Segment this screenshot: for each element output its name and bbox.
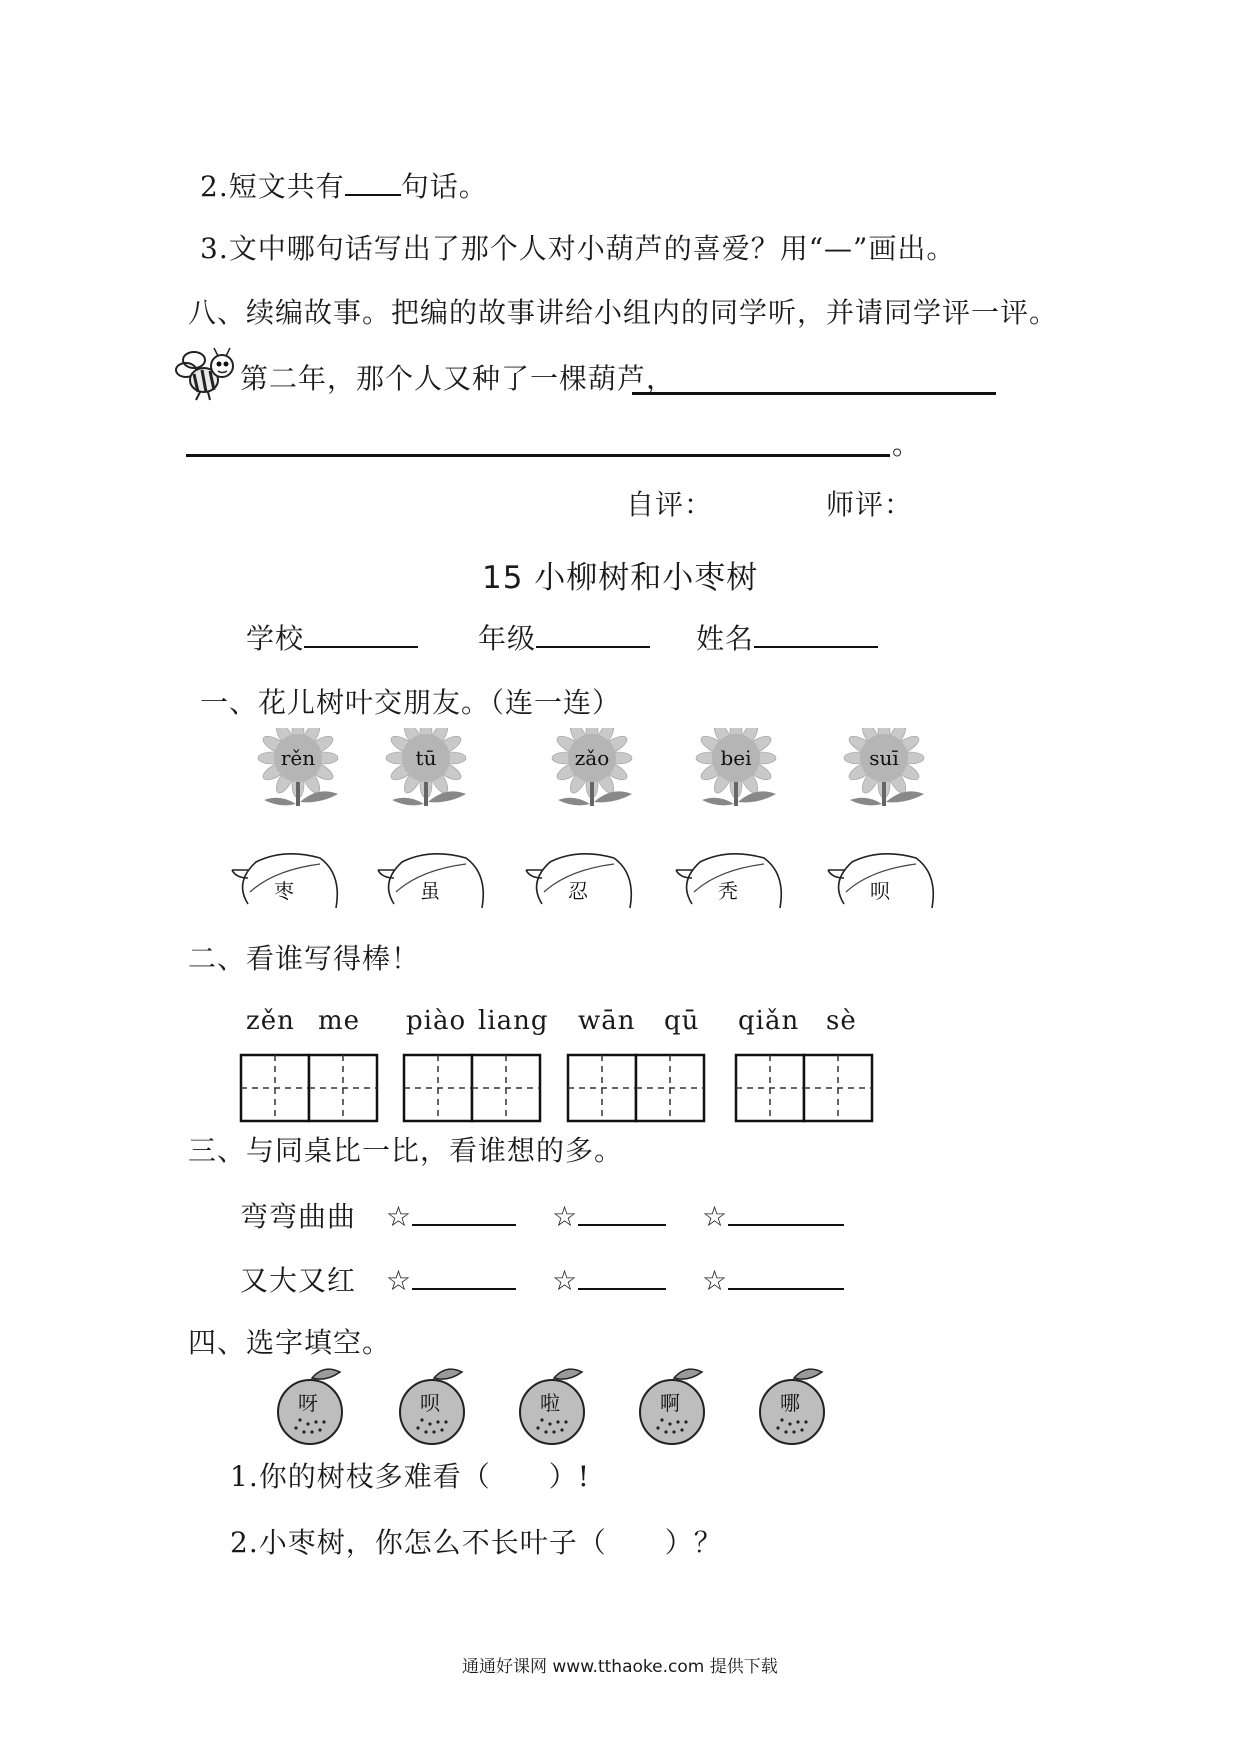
fill-question-1: 1.你的树枝多难看（ ）!: [230, 1460, 590, 1493]
section-8-heading: 八、续编故事。把编的故事讲给小组内的同学听，并请同学评一评。: [188, 296, 1059, 329]
star-icon: ☆: [551, 1264, 579, 1297]
lesson-title: 15 小柳树和小枣树: [482, 560, 759, 596]
pinyin-qu: qū: [664, 1006, 700, 1036]
teacher-eval-label: 师评：: [826, 488, 914, 521]
fruits-row: [0, 1362, 1240, 1450]
grid-piaoliang[interactable]: [404, 1055, 540, 1121]
pinyin-wan: wān: [578, 1006, 636, 1036]
leaf-label: 秃: [718, 879, 738, 903]
leaf-5[interactable]: [828, 854, 933, 908]
phrase-row-1: [240, 1198, 844, 1234]
story-end-mark: 。: [892, 428, 922, 461]
section-4-heading: 四、选字填空。: [188, 1326, 392, 1359]
leaf-3[interactable]: [526, 854, 631, 908]
fruit-4[interactable]: [640, 1369, 704, 1444]
leaf-label: 忍: [568, 879, 588, 903]
fruit-label: 啊: [660, 1391, 680, 1415]
pinyin-zen: zěn: [246, 1006, 295, 1036]
story-line-2[interactable]: [186, 454, 890, 457]
grade-blank[interactable]: [536, 620, 650, 648]
bee-icon: [174, 346, 240, 404]
section-3-heading: 三、与同桌比一比，看谁想的多。: [188, 1134, 624, 1167]
flower-5[interactable]: [840, 728, 928, 806]
writing-grids: [0, 1052, 1240, 1124]
fruit-label: 啦: [540, 1391, 560, 1415]
phrase-label: 弯弯曲曲: [240, 1200, 357, 1233]
phrase-blank[interactable]: [578, 1262, 666, 1290]
flower-label: suī: [869, 746, 899, 770]
grade-label: 年级: [478, 622, 537, 655]
flower-4[interactable]: [692, 728, 780, 806]
flowers-row: [0, 728, 1240, 806]
fruit-5[interactable]: [760, 1369, 824, 1444]
flower-label: zǎo: [574, 746, 610, 770]
leaves-row: [0, 848, 1240, 908]
flower-1[interactable]: [254, 728, 342, 806]
star-icon: ☆: [385, 1200, 413, 1233]
pinyin-piao: piào: [406, 1006, 467, 1036]
star-icon: ☆: [701, 1264, 729, 1297]
star-icon: ☆: [551, 1200, 579, 1233]
story-line-1[interactable]: [632, 392, 996, 395]
pinyin-me: me: [318, 1006, 361, 1036]
fruit-label: 哪: [780, 1391, 800, 1415]
section-2-heading: 二、看谁写得棒！: [188, 942, 421, 975]
name-label: 姓名: [696, 622, 755, 655]
story-prompt: 第二年，那个人又种了一棵葫芦，: [240, 362, 676, 395]
question-2-suffix: 句话。: [400, 170, 488, 203]
pinyin-se: sè: [826, 1006, 857, 1036]
leaf-4[interactable]: [676, 854, 781, 908]
phrase-row-2: [240, 1262, 844, 1298]
flower-label: bei: [720, 746, 752, 770]
section-1-heading: 一、花儿树叶交朋友。（连一连）: [200, 686, 622, 719]
flower-2[interactable]: [382, 728, 470, 806]
leaf-2[interactable]: [378, 854, 483, 908]
grid-wanqu[interactable]: [568, 1055, 704, 1121]
question-2: [200, 168, 488, 204]
pinyin-liang: liang: [478, 1006, 549, 1036]
school-label: 学校: [246, 622, 305, 655]
grid-zenme[interactable]: [241, 1055, 377, 1121]
question-2-text: 2.短文共有: [200, 170, 345, 203]
phrase-blank[interactable]: [412, 1262, 516, 1290]
flower-label: tū: [415, 746, 437, 770]
star-icon: ☆: [701, 1200, 729, 1233]
fruit-label: 呀: [298, 1391, 318, 1415]
fill-question-2: 2.小枣树，你怎么不长叶子（ ）？: [230, 1526, 723, 1559]
phrase-label: 又大又红: [240, 1264, 357, 1297]
fruit-1[interactable]: [278, 1369, 342, 1444]
grid-qianse[interactable]: [736, 1055, 872, 1121]
phrase-blank[interactable]: [412, 1198, 516, 1226]
phrase-blank[interactable]: [728, 1198, 844, 1226]
leaf-label: 枣: [274, 879, 294, 903]
star-icon: ☆: [385, 1264, 413, 1297]
phrase-blank[interactable]: [578, 1198, 666, 1226]
leaf-label: 呗: [870, 879, 890, 903]
school-blank[interactable]: [304, 620, 418, 648]
name-blank[interactable]: [754, 620, 878, 648]
leaf-label: 虽: [420, 879, 440, 903]
flower-3[interactable]: [548, 728, 636, 806]
pinyin-qian: qiǎn: [738, 1006, 800, 1036]
fruit-label: 呗: [420, 1391, 440, 1415]
self-eval-label: 自评：: [626, 488, 714, 521]
answer-blank[interactable]: [345, 168, 401, 196]
leaf-1[interactable]: [232, 854, 337, 908]
phrase-blank[interactable]: [728, 1262, 844, 1290]
page-footer: 通通好课网 www.tthaoke.com 提供下载: [462, 1657, 778, 1677]
question-3: 3.文中哪句话写出了那个人对小葫芦的喜爱？用“—”画出。: [200, 232, 956, 265]
name-field: [696, 620, 878, 656]
fruit-3[interactable]: [520, 1369, 584, 1444]
fruit-2[interactable]: [400, 1369, 464, 1444]
school-field: [246, 620, 418, 656]
grade-field: [478, 620, 650, 656]
flower-label: rěn: [280, 746, 316, 770]
